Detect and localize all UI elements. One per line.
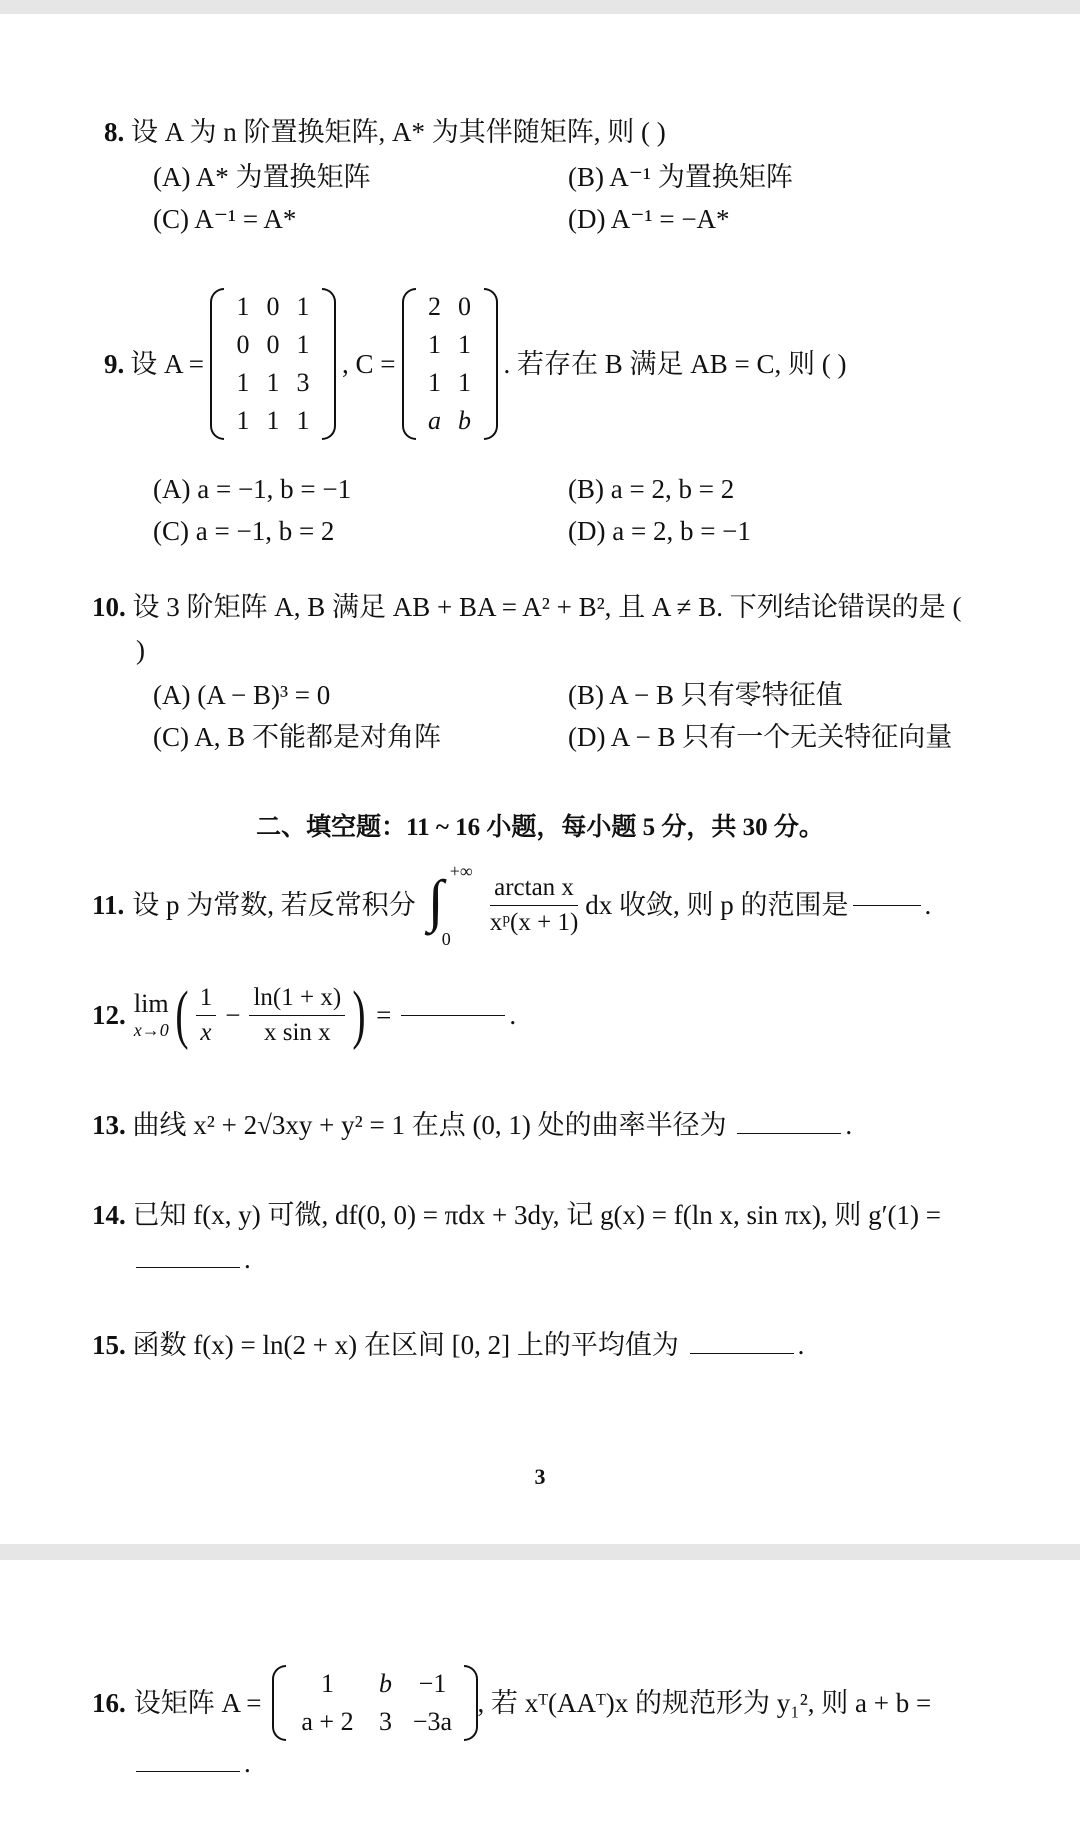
section-2-heading: 二、填空题：11 ~ 16 小题，每小题 5 分，共 30 分。 (256, 814, 824, 841)
limit-operator: lim x→0 (133, 989, 169, 1040)
question-13-text: 曲线 x² + 2√3xy + y² = 1 在点 (0, 1) 处的曲率半径为 (132, 1110, 727, 1140)
matrix-c: 2 0 1 1 1 1 a b (402, 288, 498, 440)
question-11: 11. 设 p 为常数, 若反常积分 ∫ +∞ 0 $\frac{\text{arctan x}}{\text{xᵖ(x + 1)}}$ dx 收敛, 则 p 的范围是 . (92, 861, 932, 949)
question-10-stem-continued: ) (136, 635, 145, 665)
question-16-answer-blank[interactable] (136, 1771, 240, 1772)
integral-sign: ∫ +∞ 0 (427, 861, 473, 949)
question-15: 15. 函数 f(x) = ln(2 + x) 在区间 [0, 2] 上的平均值为 . (92, 1330, 805, 1360)
page-number: 3 (534, 1464, 546, 1489)
question-8-stem (104, 119, 666, 146)
question-9-number: 9. (104, 348, 125, 379)
question-9-option-c[interactable]: (C) a = −1, b = 2 (153, 516, 335, 546)
question-9-mid: , C = (342, 348, 396, 379)
question-10-text: 设 3 阶矩阵 A, B 满足 AB + BA = A² + B², 且 A ≠ B. 下列结论错误的是 ( (132, 592, 962, 622)
question-8-option-b[interactable]: (B) A⁻¹ 为置换矩阵 (568, 162, 793, 192)
question-12-answer-blank[interactable] (401, 1015, 505, 1016)
question-9-option-b[interactable]: (B) a = 2, b = 2 (568, 474, 735, 504)
question-10-option-b[interactable]: (B) A − B 只有零特征值 (568, 680, 843, 710)
question-9-suffix: . 若存在 B 满足 AB = C, 则 ( ) (503, 348, 847, 379)
question-12: 12. lim x→0 ( $\frac{1}{x}$ − $\frac{\ln(1 + x)}{\text{x sin x}}$ ) = . (92, 978, 517, 1051)
question-13-number: 13. (92, 1110, 126, 1140)
question-11-post: dx 收敛, 则 p 的范围是 (585, 889, 849, 920)
question-16-post: , 若 xᵀ(AAᵀ)x 的规范形为 y₁², 则 a + b = (477, 1687, 932, 1718)
question-13-answer-blank[interactable] (737, 1133, 841, 1134)
question-10-option-c[interactable]: (C) A, B 不能都是对角阵 (153, 722, 442, 752)
question-8-text: 设 A 为 n 阶置换矩阵, A* 为其伴随矩阵, 则 ( ) (131, 117, 666, 147)
question-8-number: 8. (104, 117, 125, 147)
question-9-option-d[interactable]: (D) a = 2, b = −1 (568, 516, 751, 546)
question-9-prefix: 设 A = (130, 348, 204, 379)
question-16-answer-line: . (136, 1750, 251, 1777)
question-8-option-d[interactable]: (D) A⁻¹ = −A* (568, 204, 730, 234)
fraction-one-over-x: $\frac{1}{x}$ (196, 984, 217, 1046)
question-14-answer-line: . (136, 1246, 251, 1273)
question-14-text: 已知 f(x, y) 可微, df(0, 0) = πdx + 3dy, 记 g(x) = f(ln x, sin πx), 则 g′(1) = (132, 1200, 941, 1230)
question-15-number: 15. (92, 1330, 126, 1360)
question-10-number: 10. (92, 592, 126, 622)
question-11-answer-blank[interactable] (853, 905, 921, 906)
question-11-pre: 设 p 为常数, 若反常积分 (132, 889, 416, 920)
fraction-ln-over-xsinx: $\frac{\ln(1 + x)}{\text{x sin x}}$ (249, 984, 345, 1046)
question-14-number: 14. (92, 1200, 126, 1230)
question-16 (92, 1665, 931, 1741)
exam-page-4 (0, 1560, 1080, 1828)
question-15-answer-blank[interactable] (690, 1353, 794, 1354)
exam-page-3 (0, 14, 1080, 1544)
question-14 (92, 1202, 941, 1229)
question-16-pre: 设矩阵 A = (133, 1687, 262, 1718)
question-15-text: 函数 f(x) = ln(2 + x) 在区间 [0, 2] 上的平均值为 (132, 1330, 679, 1360)
question-14-answer-blank[interactable] (136, 1267, 240, 1268)
integrand-fraction: $\frac{\text{arctan x}}{\text{xᵖ(x + 1)}}$ (489, 874, 579, 936)
question-8-option-a[interactable]: (A) A* 为置换矩阵 (153, 162, 371, 192)
question-12-number: 12. (92, 999, 126, 1030)
question-9-option-a[interactable]: (A) a = −1, b = −1 (153, 474, 352, 504)
question-10-option-a[interactable]: (A) (A − B)³ = 0 (153, 680, 331, 710)
matrix-a: 1 0 1 0 0 1 1 1 3 1 1 1 (210, 288, 336, 440)
question-11-number: 11. (92, 889, 125, 920)
question-8-option-c[interactable]: (C) A⁻¹ = A* (153, 204, 297, 234)
question-9-stem (104, 288, 846, 440)
question-16-number: 16. (92, 1687, 126, 1718)
question-13: 13. 曲线 x² + 2√3xy + y² = 1 在点 (0, 1) 处的曲率半径为 . (92, 1110, 853, 1140)
question-10-stem (92, 594, 962, 621)
matrix-a-question-16: 1 b −1 a + 2 3 −3a (272, 1665, 478, 1741)
question-10-option-d[interactable]: (D) A − B 只有一个无关特征向量 (568, 722, 953, 752)
